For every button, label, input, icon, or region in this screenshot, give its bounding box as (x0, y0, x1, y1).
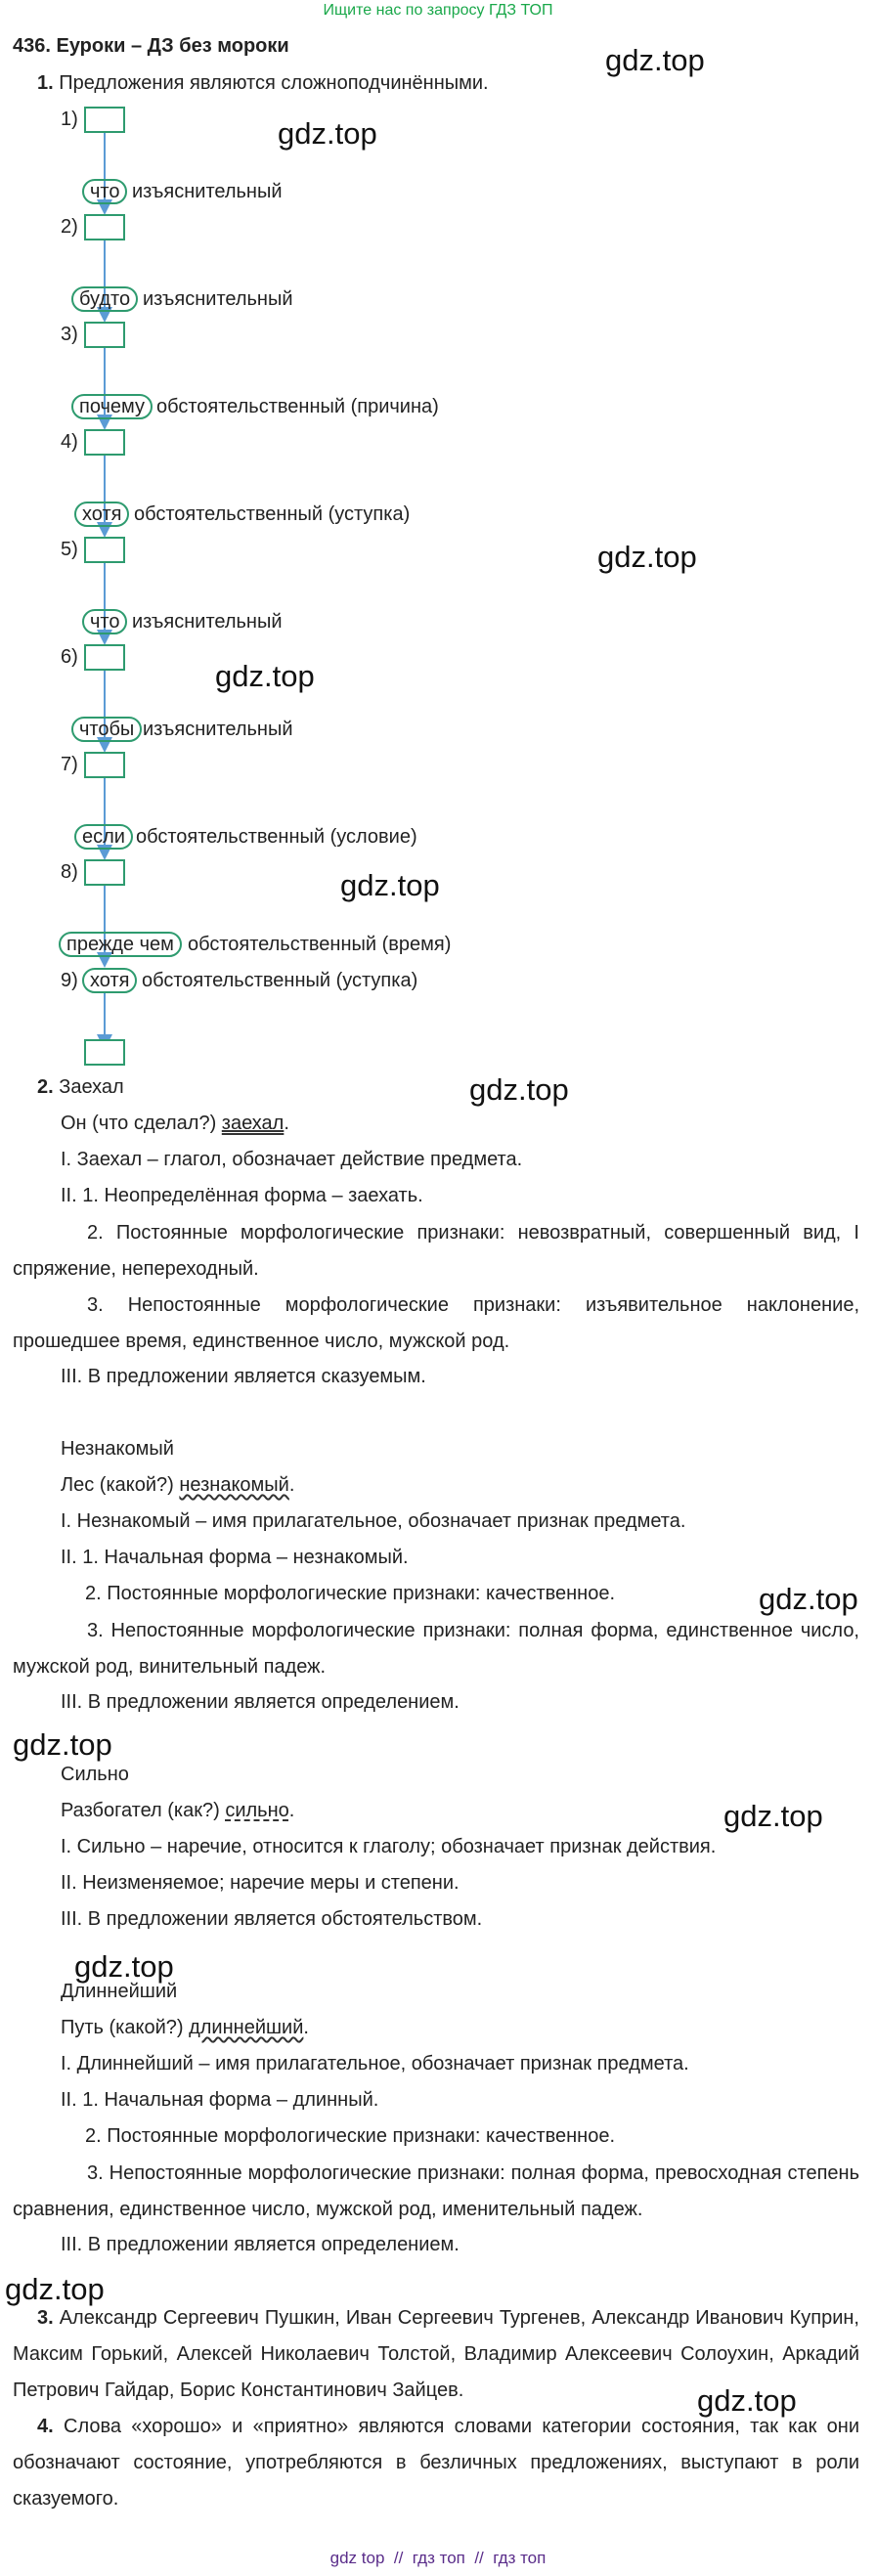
analysis-line: III. В предложении является определением. (61, 1691, 460, 1713)
clause-type: изъяснительный (143, 288, 293, 310)
analysis-paragraph: 3. Непостоянные морфологические признаки: полная форма, единственное число, мужской род, винительный падеж. (13, 1620, 859, 1678)
analysis-line: III. В предложении является обстоятельством. (61, 1908, 483, 1930)
top-search-link[interactable]: Ищите нас по запросу ГДЗ ТОП (323, 2, 553, 19)
task3-paragraph: 3. Александр Сергеевич Пушкин, Иван Сергеевич Тургенев, Александр Иванович Куприн, Максим Горький, Алексей Николаевич Толстой, Владимир Алексеевич Солоухин, Аркадий Петрович Гайдар, Борис Константинович Зайцев. (13, 2307, 859, 2401)
scheme-num: 9) (61, 970, 78, 991)
task2-word-title: Сильно (61, 1764, 129, 1785)
clause-type: обстоятельственный (время) (188, 934, 452, 955)
analysis-line: II. 1. Начальная форма – незнакомый. (61, 1547, 409, 1568)
watermark: gdz.top (278, 116, 377, 151)
task2-example: Он (что сделал?) заехал. (61, 1113, 289, 1134)
clause-box (84, 1039, 125, 1066)
analysis-paragraph: 3. Непостоянные морфологические признаки: полная форма, превосходная степень сравнения, единственное число, мужской род, именительный падеж. (13, 2162, 859, 2220)
conjunction-oval: будто (71, 286, 138, 312)
scheme-num: 1) (61, 109, 78, 130)
watermark: gdz.top (759, 1582, 858, 1616)
conjunction-oval: прежде чем (59, 932, 182, 957)
clause-box (84, 107, 125, 133)
watermark: gdz.top (5, 2272, 105, 2306)
watermark: gdz.top (215, 659, 315, 693)
analysis-line: I. Сильно – наречие, относится к глаголу; обозначает признак действия. (61, 1836, 717, 1857)
clause-type: изъяснительный (132, 611, 283, 633)
clause-box (84, 429, 125, 456)
scheme-num: 5) (61, 539, 78, 560)
watermark: gdz.top (605, 43, 705, 77)
clause-type: изъяснительный (132, 181, 283, 202)
watermark: gdz.top (697, 2383, 797, 2418)
watermark: gdz.top (597, 540, 697, 574)
analysis-line: I. Длиннейший – имя прилагательное, обозначает признак предмета. (61, 2053, 689, 2074)
task4-paragraph: 4. Слова «хорошо» и «приятно» являются словами категории состояния, так как они обозначают состояние, употребляются в безличных предложениях, выступают в роли сказуемого. (13, 2416, 859, 2510)
analysis-line: 2. Постоянные морфологические признаки: качественное. (85, 2125, 616, 2147)
watermark: gdz.top (13, 1727, 112, 1762)
analysis-line: II. 1. Неопределённая форма – заехать. (61, 1185, 423, 1206)
task2-example: Лес (какой?) незнакомый. (61, 1474, 295, 1496)
conjunction-oval: хотя (82, 968, 137, 993)
clause-box (84, 214, 125, 240)
clause-type: обстоятельственный (условие) (136, 826, 417, 848)
scheme-num: 4) (61, 431, 78, 453)
analysis-line: III. В предложении является сказуемым. (61, 1366, 426, 1387)
clause-box (84, 537, 125, 563)
analysis-paragraph: 2. Постоянные морфологические признаки: невозвратный, совершенный вид, I спряжение, непереходный. (13, 1222, 859, 1280)
scheme-num: 7) (61, 754, 78, 775)
clause-type: обстоятельственный (причина) (156, 396, 439, 417)
clause-box (84, 644, 125, 671)
task2-word-title: Длиннейший (61, 1981, 178, 2002)
conjunction-oval: что (82, 179, 127, 204)
clause-type: обстоятельственный (уступка) (134, 503, 411, 525)
scheme-num: 2) (61, 216, 78, 238)
watermark: gdz.top (74, 1949, 174, 1984)
analysis-line: III. В предложении является определением. (61, 2234, 460, 2255)
watermark: gdz.top (469, 1072, 569, 1107)
watermark: gdz.top (723, 1799, 823, 1833)
analysis-line: I. Незнакомый – имя прилагательное, обозначает признак предмета. (61, 1510, 686, 1532)
task2-word-title: Незнакомый (61, 1438, 174, 1460)
footer-links[interactable]: gdz top // гдз топ // гдз топ (329, 2549, 547, 2567)
clause-box (84, 859, 125, 886)
scheme-num: 6) (61, 646, 78, 668)
conjunction-oval: хотя (74, 502, 129, 527)
watermark: gdz.top (340, 868, 440, 902)
analysis-line: II. 1. Начальная форма – длинный. (61, 2089, 379, 2111)
clause-type: изъяснительный (143, 719, 293, 740)
scheme-num: 8) (61, 861, 78, 883)
conjunction-oval: почему (71, 394, 153, 419)
task2-example: Путь (какой?) длиннейший. (61, 2017, 309, 2038)
task2-example: Разбогател (как?) сильно. (61, 1800, 295, 1821)
analysis-line: I. Заехал – глагол, обозначает действие предмета. (61, 1149, 523, 1170)
clause-type: обстоятельственный (уступка) (142, 970, 418, 991)
conjunction-oval: что (82, 609, 127, 634)
page-heading: 436. Еуроки – ДЗ без мороки (13, 35, 289, 57)
task1-intro: 1. Предложения являются сложноподчинёнными. (37, 72, 489, 94)
clause-box (84, 752, 125, 778)
scheme-num: 3) (61, 324, 78, 345)
conjunction-oval: если (74, 824, 133, 850)
analysis-line: 2. Постоянные морфологические признаки: качественное. (85, 1583, 616, 1604)
scheme-arrows (0, 0, 876, 1085)
task2-word-title: 2. Заехал (37, 1076, 124, 1098)
conjunction-oval: чтобы (71, 717, 142, 742)
analysis-line: II. Неизменяемое; наречие меры и степени. (61, 1872, 460, 1894)
analysis-paragraph: 3. Непостоянные морфологические признаки: изъявительное наклонение, прошедшее время, единственное число, мужской род. (13, 1294, 859, 1352)
clause-box (84, 322, 125, 348)
